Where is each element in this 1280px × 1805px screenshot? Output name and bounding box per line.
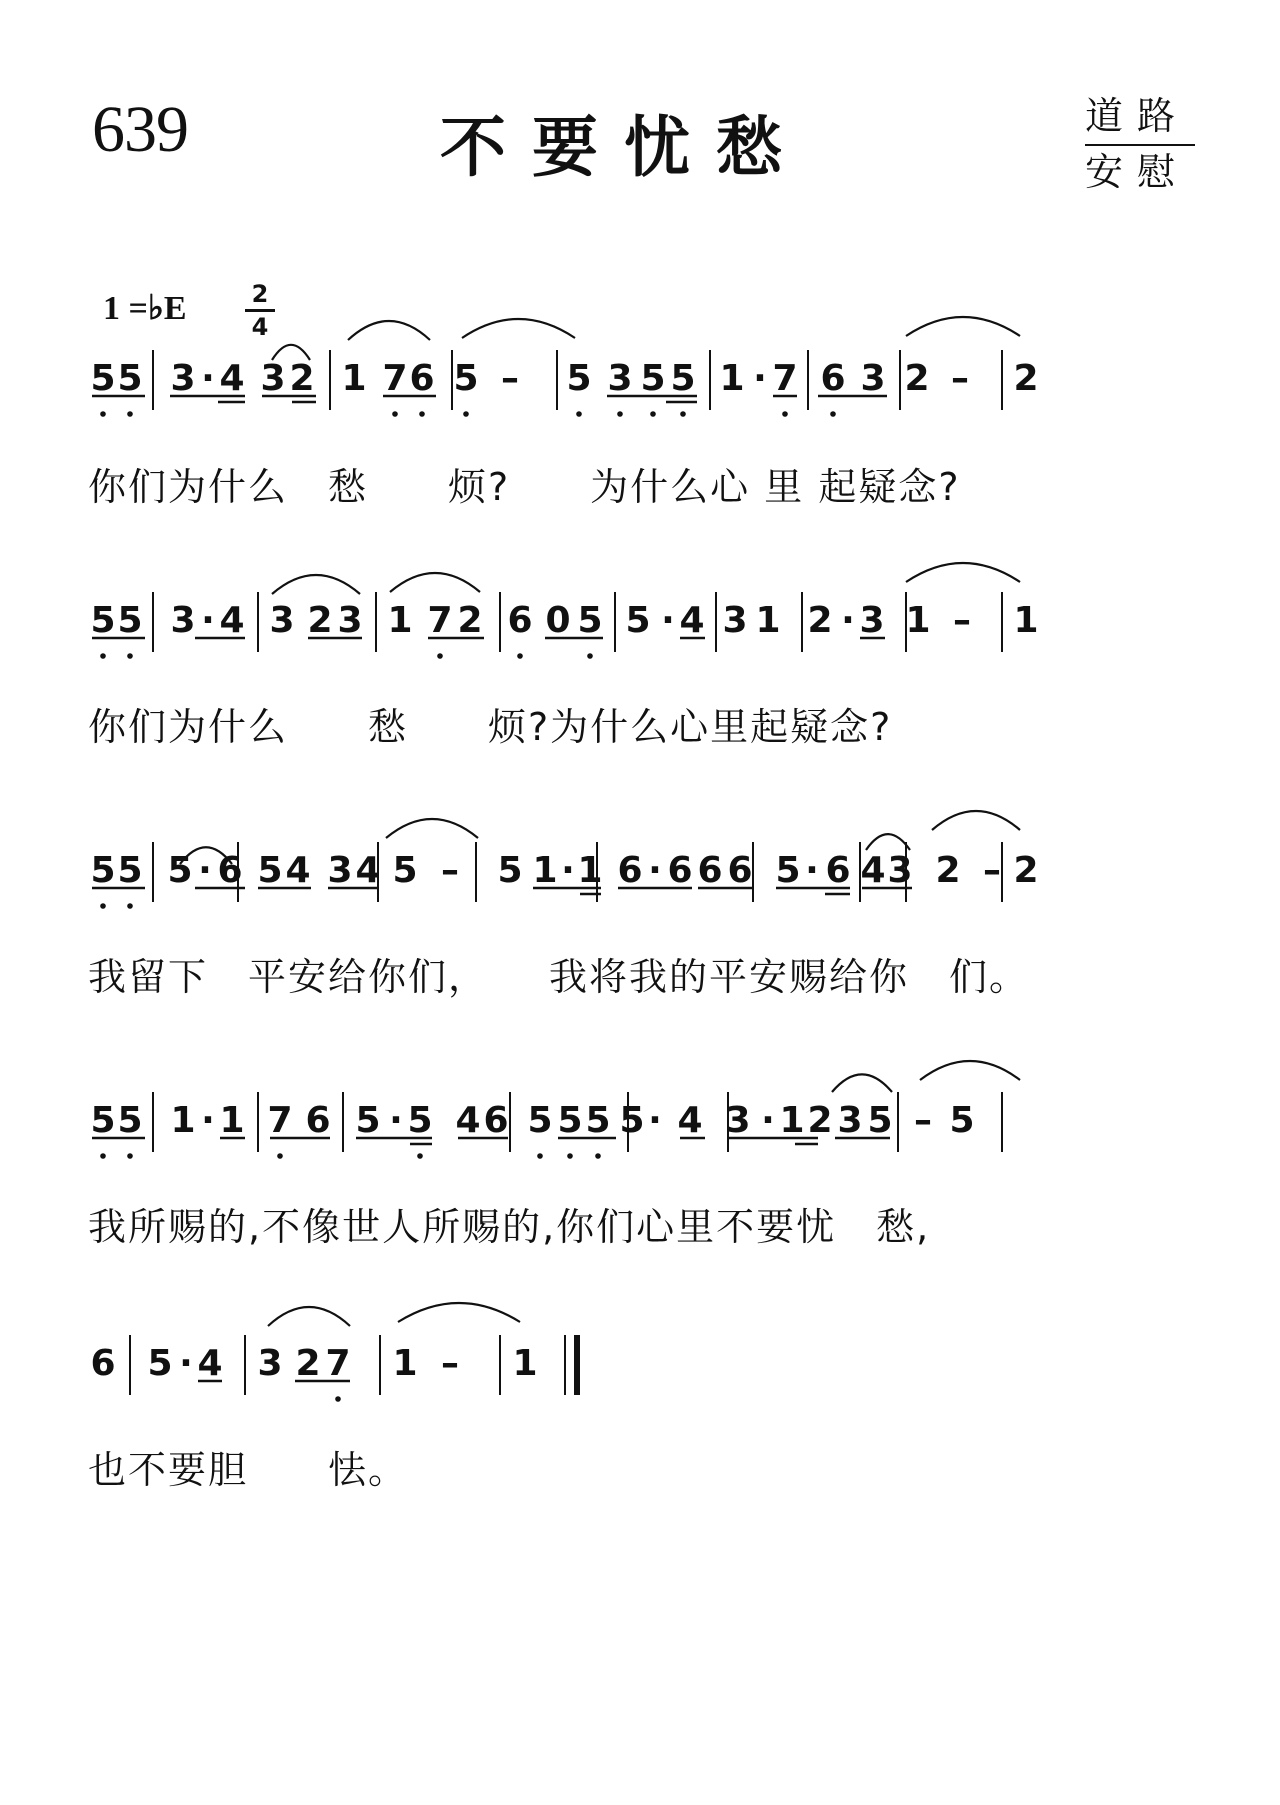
slur [272, 575, 360, 594]
octave-dot [576, 411, 582, 417]
note: 5 [117, 850, 143, 891]
octave-dot [537, 1153, 543, 1159]
slur [906, 317, 1020, 336]
note: 5 [90, 600, 116, 641]
note: 5 [90, 358, 116, 399]
slur [832, 1074, 892, 1092]
note: 5 [775, 850, 801, 891]
note: 6 [305, 1100, 331, 1141]
category-primary: 道路 [1085, 90, 1195, 146]
note: 2 [904, 358, 930, 399]
note: – [501, 358, 519, 399]
octave-dot [127, 653, 133, 659]
note: 1 [779, 1100, 805, 1141]
note: 2 [935, 850, 961, 891]
note: · [201, 1100, 215, 1141]
octave-dot [567, 1153, 573, 1159]
note: 7 [427, 600, 453, 641]
note: 3 [859, 600, 885, 641]
note: 3 [725, 1100, 751, 1141]
note: 1 [905, 600, 931, 641]
note: · [389, 1100, 403, 1141]
note: 6 [825, 850, 851, 891]
note: 5 [90, 1100, 116, 1141]
octave-dot [100, 1153, 106, 1159]
note: 7 [382, 358, 408, 399]
note: 3 [269, 600, 295, 641]
note: · [198, 850, 212, 891]
note: 5 [585, 1100, 611, 1141]
note: – [441, 1343, 459, 1384]
note: 2 [807, 600, 833, 641]
note: 4 [455, 1100, 481, 1141]
note: 3 [722, 600, 748, 641]
note: · [753, 358, 767, 399]
note: 5 [90, 850, 116, 891]
note: 4 [219, 358, 245, 399]
note: 3 [860, 358, 886, 399]
note: 1 [577, 850, 603, 891]
slur [268, 1307, 350, 1326]
octave-dot [419, 411, 425, 417]
octave-dot [100, 903, 106, 909]
lyric-line: 我所赐的,不像世人所赐的,你们心里不要忧 愁, [88, 1205, 931, 1249]
note: 7 [325, 1343, 351, 1384]
note: 4 [860, 850, 886, 891]
note: 5 [625, 600, 651, 641]
octave-dot [680, 411, 686, 417]
note: 6 [820, 358, 846, 399]
note: – [441, 850, 459, 891]
note: · [179, 1343, 193, 1384]
note: · [561, 850, 575, 891]
octave-dot [617, 411, 623, 417]
note: 1 [341, 358, 367, 399]
lyric-line: 我留下 平安给你们， 我将我的平安赐给你 们。 [88, 955, 1030, 999]
note: 6 [727, 850, 753, 891]
note: – [953, 600, 971, 641]
lyric-line: 你们为什么 愁 烦? 为什么心 里 起疑念? [88, 465, 961, 509]
note: 6 [217, 850, 243, 891]
note: 3 [337, 600, 363, 641]
note: 7 [267, 1100, 293, 1141]
slur [462, 319, 575, 338]
slur [398, 1303, 520, 1322]
note: 2 [457, 600, 483, 641]
note: 1 [170, 1100, 196, 1141]
key-signature: 1 =♭E [103, 290, 187, 327]
note: 1 [219, 1100, 245, 1141]
note: 2 [289, 358, 315, 399]
note: 3 [170, 358, 196, 399]
note: 4 [219, 600, 245, 641]
note: 4 [677, 1100, 703, 1141]
note: 5 [117, 358, 143, 399]
note: 5 [167, 850, 193, 891]
note: 6 [697, 850, 723, 891]
note: 0 [545, 600, 571, 641]
note: 5 [355, 1100, 381, 1141]
slur [932, 811, 1020, 830]
note: 4 [285, 850, 311, 891]
note: · [761, 1100, 775, 1141]
octave-dot [517, 653, 523, 659]
note: 2 [807, 1100, 833, 1141]
octave-dot [417, 1153, 423, 1159]
octave-dot [100, 411, 106, 417]
note: · [841, 600, 855, 641]
time-signature-top: 2 [251, 280, 269, 308]
lyric-line: 你们为什么 愁 烦?为什么心里起疑念? [88, 705, 893, 749]
note: 3 [327, 850, 353, 891]
octave-dot [830, 411, 836, 417]
note: – [914, 1100, 932, 1141]
note: 3 [837, 1100, 863, 1141]
note: 5 [257, 850, 283, 891]
category-secondary: 安慰 [1085, 150, 1190, 194]
slur [906, 563, 1020, 582]
octave-dot [650, 411, 656, 417]
note: 6 [90, 1343, 116, 1384]
note: 5 [640, 358, 666, 399]
octave-dot [782, 411, 788, 417]
octave-dot [127, 903, 133, 909]
octave-dot [277, 1153, 283, 1159]
note: – [951, 358, 969, 399]
slur [390, 573, 480, 592]
lyric-line: 也不要胆 怯。 [88, 1448, 409, 1492]
note: · [201, 358, 215, 399]
note: 6 [483, 1100, 509, 1141]
note: 4 [197, 1343, 223, 1384]
note: 1 [512, 1343, 538, 1384]
octave-dot [127, 411, 133, 417]
octave-dot [100, 653, 106, 659]
note: 3 [260, 358, 286, 399]
note: 2 [1013, 850, 1039, 891]
note: 6 [667, 850, 693, 891]
note: 5 [407, 1100, 433, 1141]
octave-dot [437, 653, 443, 659]
octave-dot [587, 653, 593, 659]
note: 5 [527, 1100, 553, 1141]
note: 1 [532, 850, 558, 891]
note: 5 [497, 850, 523, 891]
note: 3 [257, 1343, 283, 1384]
note: 5 [117, 1100, 143, 1141]
note: 3 [607, 358, 633, 399]
note: 5 [619, 1100, 645, 1141]
slur [348, 321, 430, 340]
note: 5 [147, 1343, 173, 1384]
note: 4 [679, 600, 705, 641]
note: 1 [387, 600, 413, 641]
note: 1 [1013, 600, 1039, 641]
note: 4 [355, 850, 381, 891]
octave-dot [463, 411, 469, 417]
note: – [983, 850, 1001, 891]
note: 5 [557, 1100, 583, 1141]
note: · [648, 1100, 662, 1141]
note: · [661, 600, 675, 641]
hymn-number: 639 [92, 93, 188, 166]
note: 1 [755, 600, 781, 641]
note: 1 [392, 1343, 418, 1384]
note: 6 [409, 358, 435, 399]
note: 5 [453, 358, 479, 399]
octave-dot [335, 1396, 341, 1402]
note: 2 [295, 1343, 321, 1384]
note: 6 [507, 600, 533, 641]
note: 3 [170, 600, 196, 641]
note: 7 [772, 358, 798, 399]
octave-dot [595, 1153, 601, 1159]
note: 5 [670, 358, 696, 399]
note: · [805, 850, 819, 891]
slur [920, 1061, 1020, 1080]
note: 1 [719, 358, 745, 399]
octave-dot [392, 411, 398, 417]
slur [386, 819, 478, 838]
note: 5 [392, 850, 418, 891]
note: · [648, 850, 662, 891]
note: 2 [1013, 358, 1039, 399]
note: 5 [949, 1100, 975, 1141]
note: 5 [566, 358, 592, 399]
octave-dot [127, 1153, 133, 1159]
note: 2 [307, 600, 333, 641]
note: 5 [577, 600, 603, 641]
note: 3 [887, 850, 913, 891]
note: 5 [117, 600, 143, 641]
time-signature-bottom: 4 [251, 313, 269, 341]
hymn-title: 不要忧愁 [440, 109, 808, 186]
slur [866, 834, 910, 850]
note: · [201, 600, 215, 641]
note: 6 [617, 850, 643, 891]
note: 5 [867, 1100, 893, 1141]
